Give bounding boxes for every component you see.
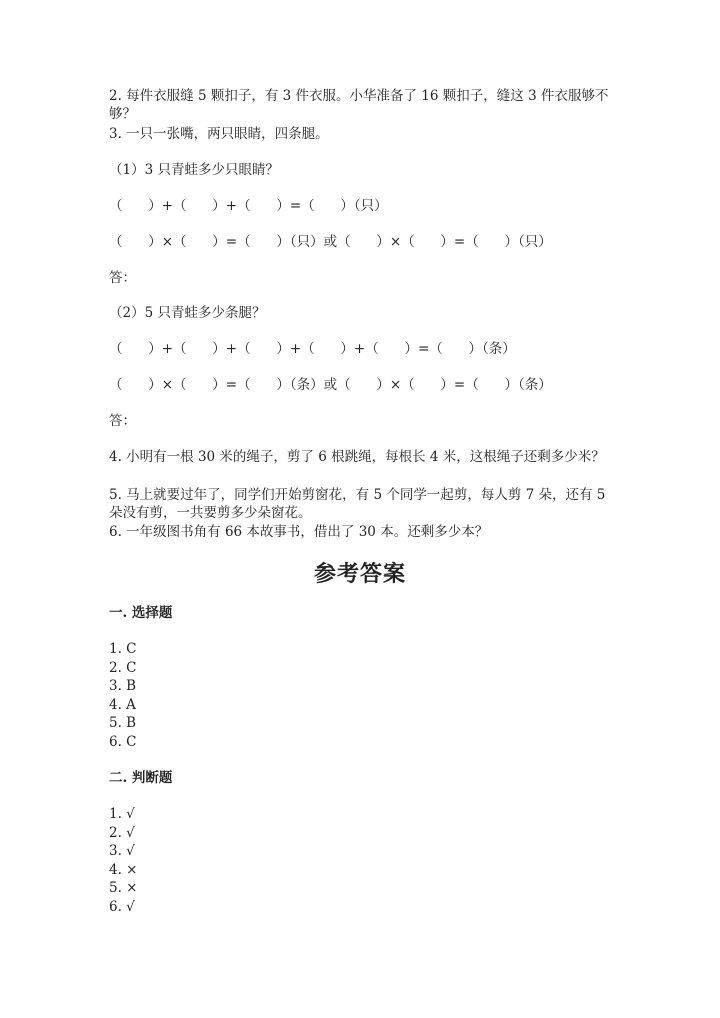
list-item: 3. B [109, 678, 137, 694]
section-heading-true-false: 二. 判断题 [109, 770, 173, 786]
question-3-part-1: （1）3 只青蛙多少只眼睛？ [109, 162, 279, 178]
list-item: 5. × [109, 880, 138, 896]
list-item: 1. C [109, 641, 137, 657]
list-item: 6. √ [109, 899, 135, 915]
question-3-1-multiplication-blanks: （ ）×（ ）=（ ）（只）或（ ）×（ ）=（ ）（只） [109, 234, 552, 250]
list-item: 6. C [109, 734, 137, 750]
list-item: 1. √ [109, 806, 135, 822]
answer-key-title: 参考答案 [313, 561, 406, 587]
question-6: 6. 一年级图书角有 66 本故事书，借出了 30 本。还剩多少本？ [109, 524, 489, 540]
question-3-1-addition-blanks: （ ）+（ ）+（ ）=（ ）（只） [109, 198, 388, 214]
answer-label: 答： [109, 413, 136, 429]
question-3-2-multiplication-blanks: （ ）×（ ）=（ ）（条）或（ ）×（ ）=（ ）（条） [109, 377, 552, 393]
question-3-2-addition-blanks: （ ）+（ ）+（ ）+（ ）+（ ）=（ ）（条） [109, 341, 516, 357]
list-item: 4. A [109, 697, 136, 713]
question-2: 2. 每件衣服缝 5 颗扣子，有 3 件衣服。小华准备了 16 颗扣子，缝这 3 件衣服够不够？ [109, 88, 609, 122]
list-item: 2. √ [109, 825, 135, 841]
section-heading-multiple-choice: 一. 选择题 [109, 605, 173, 621]
list-item: 5. B [109, 715, 137, 731]
list-item: 2. C [109, 660, 137, 676]
question-3: 3. 一只一张嘴，两只眼睛，四条腿。 [109, 126, 329, 142]
answer-label: 答： [109, 270, 136, 286]
question-4: 4. 小明有一根 30 米的绳子，剪了 6 根跳绳，每根长 4 米，这根绳子还剩多少米？ [109, 449, 605, 465]
list-item: 4. × [109, 862, 138, 878]
question-3-part-2: （2）5 只青蛙多少条腿？ [109, 305, 266, 321]
list-item: 3. √ [109, 843, 135, 859]
question-5: 5. 马上就要过年了，同学们开始剪窗花，有 5 个同学一起剪，每人剪 7 朵，还有 5 朵没有剪，一共要剪多少朵窗花。 [109, 487, 606, 521]
